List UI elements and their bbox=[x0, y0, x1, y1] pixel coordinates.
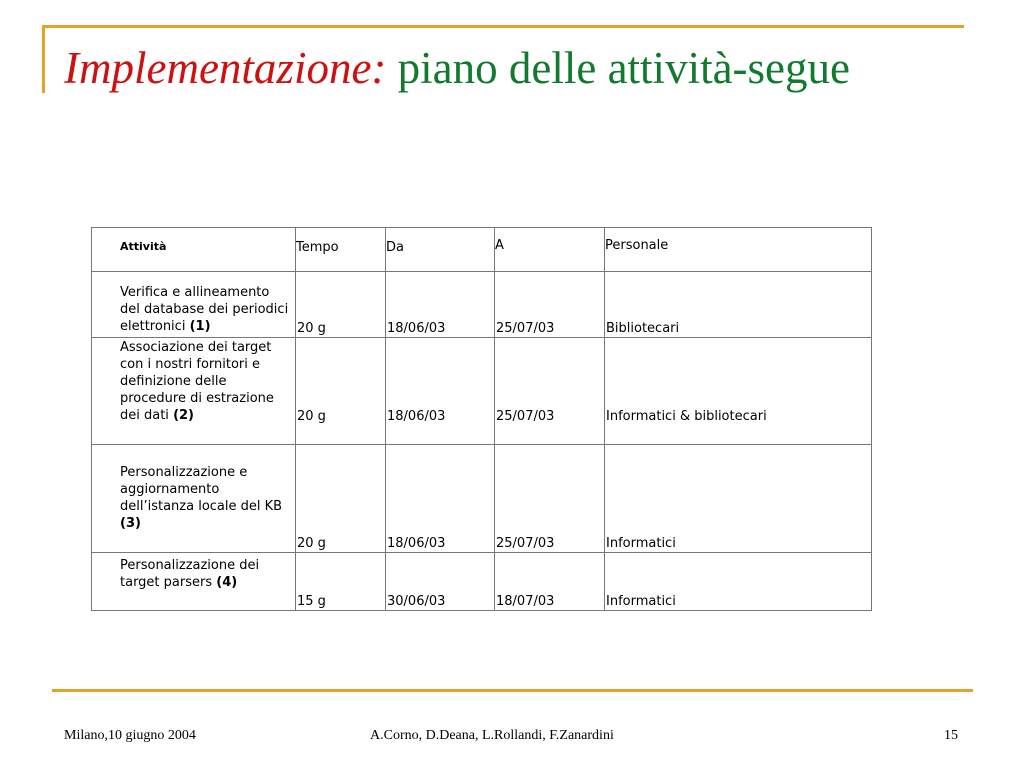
left-accent-bar bbox=[42, 25, 45, 93]
tempo-cell: 20 g bbox=[296, 338, 386, 445]
activity-cell: Personalizzazione dei target parsers (4) bbox=[92, 553, 296, 611]
a-cell: 18/07/03 bbox=[495, 553, 605, 611]
tempo-cell: 15 g bbox=[296, 553, 386, 611]
personale-cell: Informatici bbox=[605, 445, 872, 553]
header-attivita: Attività bbox=[92, 228, 296, 272]
title-rest: piano delle attività-segue bbox=[397, 43, 850, 93]
personale-cell: Bibliotecari bbox=[605, 272, 872, 338]
personale-cell: Informatici & bibliotecari bbox=[605, 338, 872, 445]
table-row bbox=[92, 272, 872, 338]
da-cell: 18/06/03 bbox=[386, 338, 495, 445]
a-cell: 25/07/03 bbox=[495, 445, 605, 553]
footer-authors: A.Corno, D.Deana, L.Rollandi, F.Zanardini bbox=[370, 728, 614, 743]
tempo-cell: 20 g bbox=[296, 445, 386, 553]
da-cell: 18/06/03 bbox=[386, 272, 495, 338]
activity-cell: Verifica e allineamento del database dei periodici elettronici (1) bbox=[92, 272, 296, 338]
table-row bbox=[92, 338, 872, 445]
da-cell: 18/06/03 bbox=[386, 445, 495, 553]
personale-cell: Informatici bbox=[605, 553, 872, 611]
header-tempo: Tempo bbox=[296, 228, 386, 272]
title-italic: Implementazione: bbox=[64, 43, 387, 93]
header-da: Da bbox=[386, 228, 495, 272]
activity-cell: Associazione dei target con i nostri fornitori e definizione delle procedure di estrazione dei dati (2) bbox=[92, 338, 296, 445]
table-header-row bbox=[92, 228, 872, 272]
page-number: 15 bbox=[944, 728, 958, 743]
table-row bbox=[92, 553, 872, 611]
a-cell: 25/07/03 bbox=[495, 338, 605, 445]
bottom-accent-bar bbox=[52, 689, 973, 692]
activity-plan-table bbox=[91, 227, 872, 611]
slide-title bbox=[64, 43, 850, 93]
tempo-cell: 20 g bbox=[296, 272, 386, 338]
header-a: A bbox=[495, 228, 605, 272]
header-personale: Personale bbox=[605, 228, 872, 272]
a-cell: 25/07/03 bbox=[495, 272, 605, 338]
top-accent-bar bbox=[44, 25, 964, 28]
table-row bbox=[92, 445, 872, 553]
activity-cell: Personalizzazione e aggiornamento dell’istanza locale del KB (3) bbox=[92, 445, 296, 553]
footer-date: Milano,10 giugno 2004 bbox=[64, 728, 196, 743]
da-cell: 30/06/03 bbox=[386, 553, 495, 611]
